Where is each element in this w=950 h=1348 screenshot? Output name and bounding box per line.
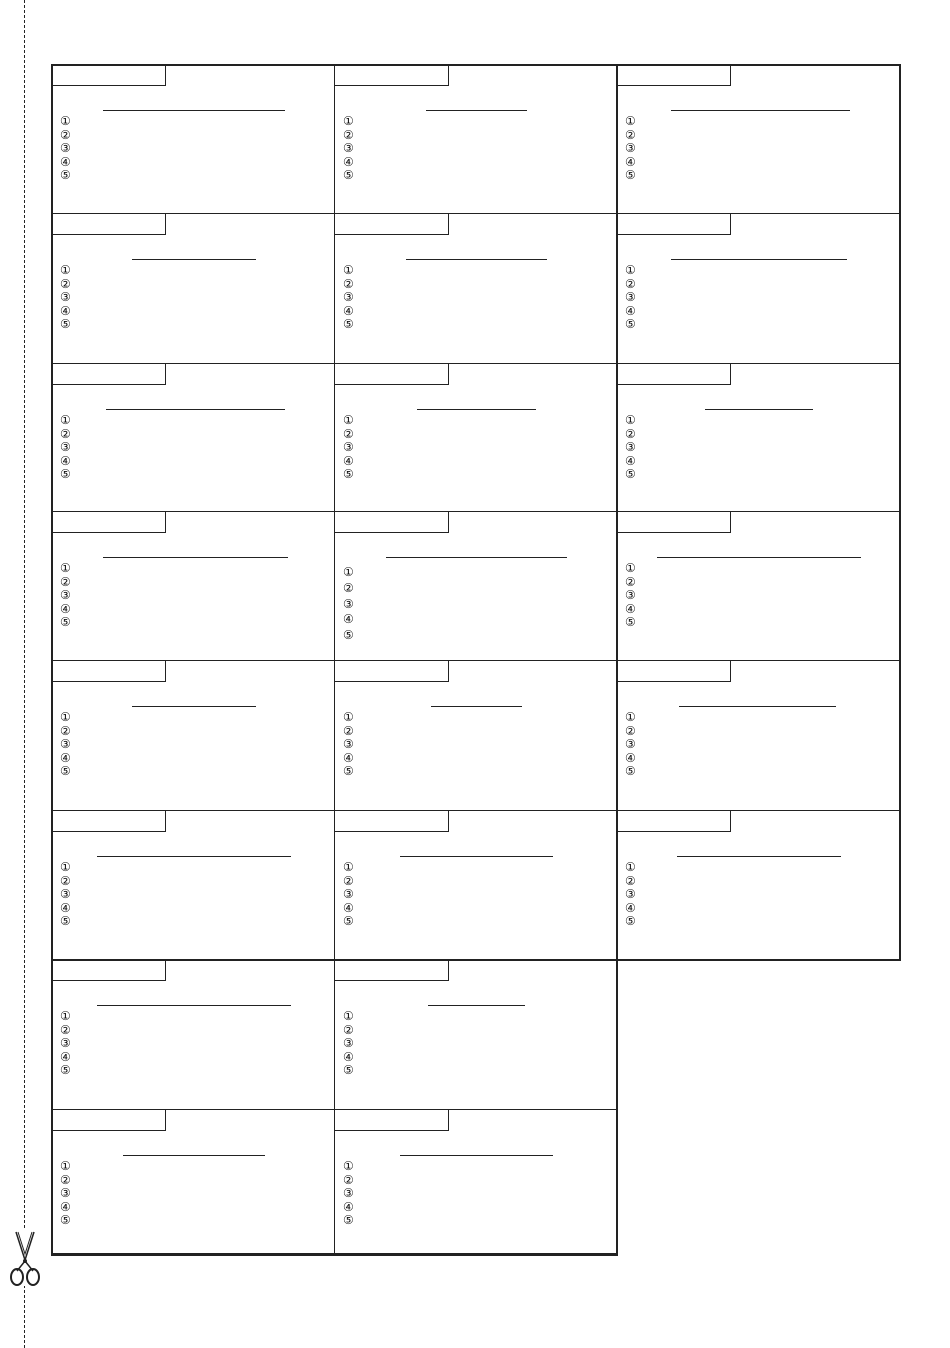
card-number-box[interactable] <box>335 661 449 682</box>
answer-card <box>51 511 335 661</box>
choice-mark-5[interactable]: ⑤ <box>60 1213 71 1228</box>
answer-card <box>51 959 335 1110</box>
answer-card <box>334 810 617 960</box>
choice-mark-1[interactable]: ① <box>60 114 71 128</box>
card-number-box[interactable] <box>617 661 731 682</box>
choice-mark-2[interactable]: ② <box>60 873 71 888</box>
choice-mark-2[interactable]: ② <box>343 1022 354 1037</box>
choice-mark-2[interactable]: ② <box>625 426 636 441</box>
card-title-line[interactable] <box>417 409 536 410</box>
answer-card <box>616 64 900 214</box>
choice-mark-4[interactable]: ④ <box>625 601 636 616</box>
answer-card <box>51 213 335 364</box>
choice-list <box>625 264 636 332</box>
choice-mark-4[interactable]: ④ <box>343 750 354 765</box>
choice-mark-5[interactable]: ⑤ <box>343 317 354 332</box>
choice-mark-1[interactable]: ① <box>60 413 71 427</box>
card-title-line[interactable] <box>657 557 861 558</box>
choice-mark-3[interactable]: ③ <box>343 887 354 902</box>
choice-mark-3[interactable]: ③ <box>60 440 71 455</box>
choice-mark-4[interactable]: ④ <box>343 900 354 915</box>
answer-card <box>51 660 335 811</box>
card-number-box[interactable] <box>335 811 449 832</box>
card-number-box[interactable] <box>335 960 449 981</box>
choice-mark-3[interactable]: ③ <box>343 1036 354 1051</box>
card-number-box[interactable] <box>52 65 166 86</box>
choice-mark-5[interactable]: ⑤ <box>343 764 354 779</box>
choice-mark-4[interactable]: ④ <box>60 1049 71 1064</box>
choice-mark-5[interactable]: ⑤ <box>625 764 636 779</box>
choice-list <box>343 115 354 183</box>
card-number-box[interactable] <box>52 214 166 235</box>
choice-list <box>625 562 636 630</box>
choice-mark-3[interactable]: ③ <box>60 141 71 156</box>
choice-mark-3[interactable]: ③ <box>625 887 636 902</box>
choice-list <box>625 711 636 779</box>
card-title-line[interactable] <box>400 856 553 857</box>
card-title-line[interactable] <box>103 557 288 558</box>
choice-mark-1[interactable]: ① <box>343 114 354 128</box>
card-number-box[interactable] <box>335 512 449 533</box>
card-title-line[interactable] <box>406 259 548 260</box>
card-number-box[interactable] <box>617 364 731 385</box>
choice-mark-2[interactable]: ② <box>343 1172 354 1187</box>
answer-card <box>334 64 617 214</box>
card-title-line[interactable] <box>106 409 285 410</box>
card-title-line[interactable] <box>671 259 847 260</box>
choice-list <box>343 264 354 332</box>
card-title-line[interactable] <box>431 706 522 707</box>
choice-mark-2[interactable]: ② <box>60 1022 71 1037</box>
answer-card <box>334 363 617 512</box>
choice-mark-4[interactable]: ④ <box>60 154 71 169</box>
choice-mark-2[interactable]: ② <box>343 127 354 142</box>
choice-list <box>625 115 636 183</box>
card-number-box[interactable] <box>617 811 731 832</box>
choice-list <box>343 1010 354 1078</box>
choice-list <box>60 115 71 183</box>
card-title-line[interactable] <box>386 557 567 558</box>
choice-mark-2[interactable]: ② <box>343 580 354 595</box>
card-number-box[interactable] <box>52 960 166 981</box>
choice-mark-3[interactable]: ③ <box>343 1186 354 1201</box>
choice-list <box>60 562 71 630</box>
card-number-box[interactable] <box>52 1110 166 1131</box>
choice-mark-3[interactable]: ③ <box>625 440 636 455</box>
choice-mark-5[interactable]: ⑤ <box>343 1063 354 1078</box>
choice-mark-5[interactable]: ⑤ <box>625 317 636 332</box>
choice-list <box>60 711 71 779</box>
answer-card <box>334 511 617 661</box>
choice-mark-1[interactable]: ① <box>343 565 354 579</box>
choice-mark-2[interactable]: ② <box>625 574 636 589</box>
card-title-line[interactable] <box>400 1155 553 1156</box>
choice-mark-2[interactable]: ② <box>60 723 71 738</box>
card-title-line[interactable] <box>132 706 257 707</box>
answer-card-sheet <box>51 64 901 1256</box>
card-title-line[interactable] <box>103 110 285 111</box>
answer-card <box>334 660 617 811</box>
choice-list <box>60 264 71 332</box>
card-number-box[interactable] <box>52 811 166 832</box>
choice-mark-3[interactable]: ③ <box>343 737 354 752</box>
choice-mark-1[interactable]: ① <box>625 114 636 128</box>
choice-mark-4[interactable]: ④ <box>60 453 71 468</box>
choice-mark-5[interactable]: ⑤ <box>60 914 71 929</box>
scissors-icon <box>8 1230 42 1286</box>
card-number-box[interactable] <box>335 214 449 235</box>
choice-mark-3[interactable]: ③ <box>625 588 636 603</box>
choice-mark-5[interactable]: ⑤ <box>60 764 71 779</box>
answer-card <box>334 959 617 1110</box>
choice-mark-1[interactable]: ① <box>343 1159 354 1173</box>
choice-mark-3[interactable]: ③ <box>60 887 71 902</box>
choice-mark-3[interactable]: ③ <box>625 290 636 305</box>
choice-mark-4[interactable]: ④ <box>60 900 71 915</box>
choice-mark-3[interactable]: ③ <box>343 141 354 156</box>
card-title-line[interactable] <box>426 110 528 111</box>
choice-mark-1[interactable]: ① <box>343 1009 354 1023</box>
choice-mark-4[interactable]: ④ <box>343 1049 354 1064</box>
answer-card <box>616 363 900 512</box>
choice-mark-4[interactable]: ④ <box>60 750 71 765</box>
choice-mark-2[interactable]: ② <box>60 426 71 441</box>
card-number-box[interactable] <box>52 512 166 533</box>
card-title-line[interactable] <box>677 856 842 857</box>
card-number-box[interactable] <box>617 65 731 86</box>
choice-list <box>343 414 354 482</box>
choice-mark-5[interactable]: ⑤ <box>60 1063 71 1078</box>
choice-list <box>625 414 636 482</box>
answer-card <box>51 1109 335 1254</box>
choice-mark-1[interactable]: ① <box>60 860 71 874</box>
choice-mark-3[interactable]: ③ <box>343 440 354 455</box>
choice-mark-2[interactable]: ② <box>343 873 354 888</box>
choice-mark-5[interactable]: ⑤ <box>60 168 71 183</box>
choice-mark-2[interactable]: ② <box>625 276 636 291</box>
card-title-line[interactable] <box>705 409 813 410</box>
choice-mark-1[interactable]: ① <box>60 1159 71 1173</box>
choice-list <box>625 861 636 929</box>
card-number-box[interactable] <box>52 364 166 385</box>
choice-mark-3[interactable]: ③ <box>60 588 71 603</box>
scissors-icon-graphic <box>8 1230 42 1286</box>
choice-mark-4[interactable]: ④ <box>343 453 354 468</box>
card-title-line[interactable] <box>671 110 850 111</box>
choice-mark-5[interactable]: ⑤ <box>625 168 636 183</box>
choice-mark-4[interactable]: ④ <box>625 303 636 318</box>
answer-card <box>334 1109 617 1254</box>
choice-mark-3[interactable]: ③ <box>343 596 354 611</box>
choice-mark-1[interactable]: ① <box>343 860 354 874</box>
choice-mark-5[interactable]: ⑤ <box>625 467 636 482</box>
choice-mark-1[interactable]: ① <box>343 413 354 427</box>
choice-mark-2[interactable]: ② <box>625 127 636 142</box>
card-title-line[interactable] <box>132 259 257 260</box>
choice-mark-1[interactable]: ① <box>625 860 636 874</box>
answer-card <box>51 363 335 512</box>
choice-mark-4[interactable]: ④ <box>60 303 71 318</box>
card-number-box[interactable] <box>617 214 731 235</box>
card-number-box[interactable] <box>52 661 166 682</box>
choice-list <box>60 861 71 929</box>
choice-mark-1[interactable]: ① <box>60 263 71 277</box>
card-title-line[interactable] <box>97 1005 290 1006</box>
answer-card <box>616 810 900 960</box>
answer-card <box>616 660 900 811</box>
choice-mark-1[interactable]: ① <box>625 263 636 277</box>
choice-mark-4[interactable]: ④ <box>60 601 71 616</box>
choice-mark-3[interactable]: ③ <box>60 290 71 305</box>
choice-mark-1[interactable]: ① <box>625 413 636 427</box>
card-number-box[interactable] <box>335 65 449 86</box>
choice-mark-1[interactable]: ① <box>60 710 71 724</box>
choice-mark-4[interactable]: ④ <box>343 303 354 318</box>
choice-mark-2[interactable]: ② <box>60 276 71 291</box>
choice-mark-1[interactable]: ① <box>343 710 354 724</box>
choice-mark-5[interactable]: ⑤ <box>625 615 636 630</box>
choice-mark-5[interactable]: ⑤ <box>343 467 354 482</box>
choice-list <box>60 1160 71 1228</box>
choice-mark-4[interactable]: ④ <box>343 154 354 169</box>
choice-list <box>343 861 354 929</box>
card-title-line[interactable] <box>123 1155 265 1156</box>
choice-list <box>60 1010 71 1078</box>
choice-mark-1[interactable]: ① <box>60 1009 71 1023</box>
choice-mark-4[interactable]: ④ <box>343 612 354 627</box>
choice-mark-5[interactable]: ⑤ <box>343 914 354 929</box>
choice-mark-5[interactable]: ⑤ <box>60 615 71 630</box>
choice-mark-4[interactable]: ④ <box>60 1199 71 1214</box>
choice-mark-1[interactable]: ① <box>60 561 71 575</box>
card-title-line[interactable] <box>679 706 835 707</box>
choice-mark-5[interactable]: ⑤ <box>343 168 354 183</box>
answer-card <box>51 64 335 214</box>
card-number-box[interactable] <box>335 1110 449 1131</box>
answer-card <box>334 213 617 364</box>
choice-mark-3[interactable]: ③ <box>60 1036 71 1051</box>
choice-mark-3[interactable]: ③ <box>60 1186 71 1201</box>
choice-mark-3[interactable]: ③ <box>60 737 71 752</box>
answer-card <box>51 810 335 960</box>
choice-mark-3[interactable]: ③ <box>625 141 636 156</box>
choice-mark-4[interactable]: ④ <box>625 453 636 468</box>
choice-list <box>343 1160 354 1228</box>
choice-mark-2[interactable]: ② <box>60 1172 71 1187</box>
choice-mark-4[interactable]: ④ <box>343 1199 354 1214</box>
card-number-box[interactable] <box>335 364 449 385</box>
choice-mark-4[interactable]: ④ <box>625 750 636 765</box>
choice-mark-5[interactable]: ⑤ <box>625 914 636 929</box>
choice-mark-4[interactable]: ④ <box>625 154 636 169</box>
choice-mark-2[interactable]: ② <box>60 574 71 589</box>
choice-mark-5[interactable]: ⑤ <box>343 628 354 643</box>
choice-mark-5[interactable]: ⑤ <box>343 1213 354 1228</box>
choice-mark-3[interactable]: ③ <box>625 737 636 752</box>
card-title-line[interactable] <box>428 1005 524 1006</box>
choice-list <box>343 711 354 779</box>
card-number-box[interactable] <box>617 512 731 533</box>
cut-line <box>24 0 25 1348</box>
choice-mark-1[interactable]: ① <box>343 263 354 277</box>
card-title-line[interactable] <box>97 856 290 857</box>
choice-mark-5[interactable]: ⑤ <box>60 467 71 482</box>
choice-mark-2[interactable]: ② <box>625 723 636 738</box>
choice-list <box>343 565 354 644</box>
choice-mark-4[interactable]: ④ <box>625 900 636 915</box>
choice-list <box>60 414 71 482</box>
choice-mark-2[interactable]: ② <box>60 127 71 142</box>
answer-card <box>616 511 900 661</box>
choice-mark-2[interactable]: ② <box>625 873 636 888</box>
choice-mark-2[interactable]: ② <box>343 276 354 291</box>
choice-mark-1[interactable]: ① <box>625 710 636 724</box>
choice-mark-5[interactable]: ⑤ <box>60 317 71 332</box>
choice-mark-1[interactable]: ① <box>625 561 636 575</box>
choice-mark-3[interactable]: ③ <box>343 290 354 305</box>
answer-card <box>616 213 900 364</box>
choice-mark-2[interactable]: ② <box>343 426 354 441</box>
choice-mark-2[interactable]: ② <box>343 723 354 738</box>
